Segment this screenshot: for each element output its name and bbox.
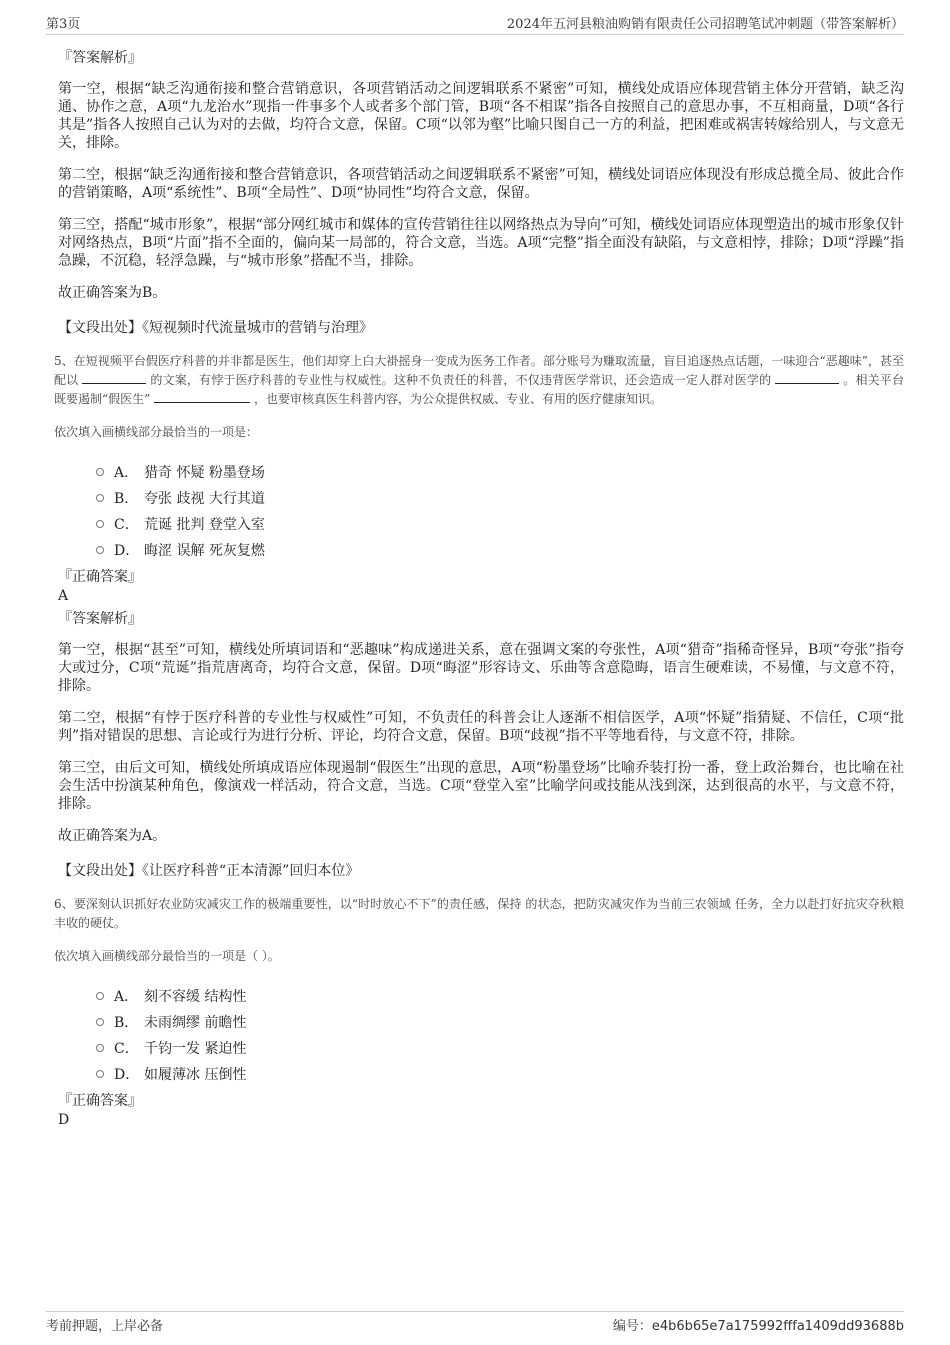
analysis-paragraph: 第一空，根据“缺乏沟通衔接和整合营销意识，各项营销活动之间逻辑联系不紧密”可知，横线处成语应体现营销主体分开营销，缺乏沟通、协作之意，A项“九龙治水”现指一件事多个人或者多个部门管，B项“各不相谋”指各自按照自己的意思办事，不互相商量，D项“各行其是”指各人按照自己认为对的去做，均符合文意，保留。C项“以邻为壑”比喻只图自己一方的利益，把困难或祸害转嫁给别人，与文意无关，排除。 bbox=[58, 81, 904, 151]
option-a[interactable]: A． 猎奇 怀疑 粉墨登场 bbox=[96, 459, 904, 485]
passage-source: 【文段出处】《短视频时代流量城市的营销与治理》 bbox=[58, 320, 373, 336]
radio-icon[interactable] bbox=[96, 520, 104, 528]
fill-blank bbox=[154, 390, 250, 403]
radio-icon[interactable] bbox=[96, 468, 104, 476]
analysis-paragraph: 第二空，根据“有悖于医疗科普的专业性与权威性”可知，不负责任的科普会让人逐渐不相信医学，A项“怀疑”指猜疑、不信任，C项“批判”指对错误的思想、言论或行为进行分析、评论，均符合文意，保留。B项“歧视”指不平等地看待，与文意不符，排除。 bbox=[58, 710, 904, 744]
option-d[interactable]: D． 如履薄冰 压倒性 bbox=[96, 1061, 904, 1087]
analysis-paragraph: 第三空，搭配“城市形象”，根据“部分网红城市和媒体的宣传营销往往以网络热点为导向”可知，横线处词语应体现塑造出的城市形象仅针对网络热点，B项“片面”指不全面的，偏向某一局部的，符合文意，当选。A项“完整”指全面没有缺陷，与文意相悖，排除；D项“浮躁”指急躁，不沉稳，轻浮急躁，与“城市形象”搭配不当，排除。 bbox=[58, 217, 904, 269]
passage-source: 【文段出处】《让医疗科普“正本清源”回归本位》 bbox=[58, 863, 360, 879]
correct-answer-label: 『正确答案』 bbox=[58, 569, 142, 585]
page-header bbox=[46, 10, 904, 35]
radio-icon[interactable] bbox=[96, 546, 104, 554]
option-b[interactable]: B． 夸张 歧视 大行其道 bbox=[96, 485, 904, 511]
radio-icon[interactable] bbox=[96, 1044, 104, 1052]
page-content bbox=[46, 44, 904, 1129]
page-footer bbox=[46, 1311, 904, 1334]
correct-answer: A bbox=[58, 588, 69, 604]
option-c[interactable]: C． 千钧一发 紧迫性 bbox=[96, 1035, 904, 1061]
question-5-text: 5、在短视频平台假医疗科普的并非都是医生，他们却穿上白大褂摇身一变成为医务工作者。部分账号为赚取流量，盲目追逐热点话题，一味迎合“恶趣味”，甚至配以 的文案，有悖于医疗科普的专业性与权威性。这种不负责任的科普，不仅违背医学常识，还会造成一定人群对医学的 。相关平台既要遏制“假医生” ，也要审核真医生科普内容，为公众提供权威、专业、有用的医疗健康知识。 bbox=[54, 354, 904, 406]
radio-icon[interactable] bbox=[96, 494, 104, 502]
question-6-prompt: 依次填入画横线部分最恰当的一项是（ ）。 bbox=[54, 949, 280, 963]
option-a[interactable]: A． 刻不容缓 结构性 bbox=[96, 983, 904, 1009]
question-5-prompt: 依次填入画横线部分最恰当的一项是： bbox=[54, 425, 259, 439]
document-title: 2024年五河县粮油购销有限责任公司招聘笔试冲刺题（带答案解析） bbox=[506, 16, 904, 32]
analysis-label: 『答案解析』 bbox=[58, 50, 142, 66]
option-b[interactable]: B． 未雨绸缪 前瞻性 bbox=[96, 1009, 904, 1035]
correct-answer: D bbox=[58, 1112, 70, 1128]
analysis-conclusion: 故正确答案为B。 bbox=[58, 285, 167, 301]
analysis-conclusion: 故正确答案为A。 bbox=[58, 828, 167, 844]
analysis-paragraph: 第三空，由后文可知，横线处所填成语应体现遏制“假医生”出现的意思，A项“粉墨登场”比喻乔装打扮一番，登上政治舞台，也比喻在社会生活中扮演某种角色，像演戏一样活动，符合文意，当选。C项“登堂入室”比喻学问或技能从浅到深，达到很高的水平，与文意不符，排除。 bbox=[58, 760, 904, 812]
correct-answer-label: 『正确答案』 bbox=[58, 1093, 142, 1109]
fill-blank bbox=[775, 371, 839, 384]
option-c[interactable]: C． 荒诞 批判 登堂入室 bbox=[96, 511, 904, 537]
page-number: 第3页 bbox=[46, 16, 81, 32]
question-6-text: 6、要深刻认识抓好农业防灾减灾工作的极端重要性，以“时时放心不下”的责任感，保持 的状态，把防灾减灾作为当前三农领域 任务，全力以赴打好抗灾夺秋粮丰收的硬仗。 bbox=[54, 897, 904, 930]
analysis-paragraph: 第二空，根据“缺乏沟通衔接和整合营销意识，各项营销活动之间逻辑联系不紧密”可知，横线处词语应体现没有形成总揽全局、彼此合作的营销策略，A项“系统性”、B项“全局性”、D项“协同性”均符合文意，保留。 bbox=[58, 167, 904, 201]
document-code: 编号：e4b6b65e7a175992fffa1409dd93688b bbox=[612, 1319, 904, 1334]
question-6-options bbox=[96, 983, 904, 1087]
radio-icon[interactable] bbox=[96, 992, 104, 1000]
analysis-label: 『答案解析』 bbox=[58, 611, 142, 627]
radio-icon[interactable] bbox=[96, 1070, 104, 1078]
footer-slogan: 考前押题，上岸必备 bbox=[46, 1319, 164, 1334]
analysis-paragraph: 第一空，根据“甚至”可知，横线处所填词语和“恶趣味”构成递进关系，意在强调文案的夸张性，A项“猎奇”指稀奇怪异，B项“夸张”指夸大或过分，C项“荒诞”指荒唐离奇，均符合文意，保留。D项“晦涩”形容诗文、乐曲等含意隐晦，语言生硬难读，不易懂，与文意不符，排除。 bbox=[58, 642, 904, 694]
radio-icon[interactable] bbox=[96, 1018, 104, 1026]
question-5-options bbox=[96, 459, 904, 563]
fill-blank bbox=[82, 371, 146, 384]
option-d[interactable]: D． 晦涩 误解 死灰复燃 bbox=[96, 537, 904, 563]
